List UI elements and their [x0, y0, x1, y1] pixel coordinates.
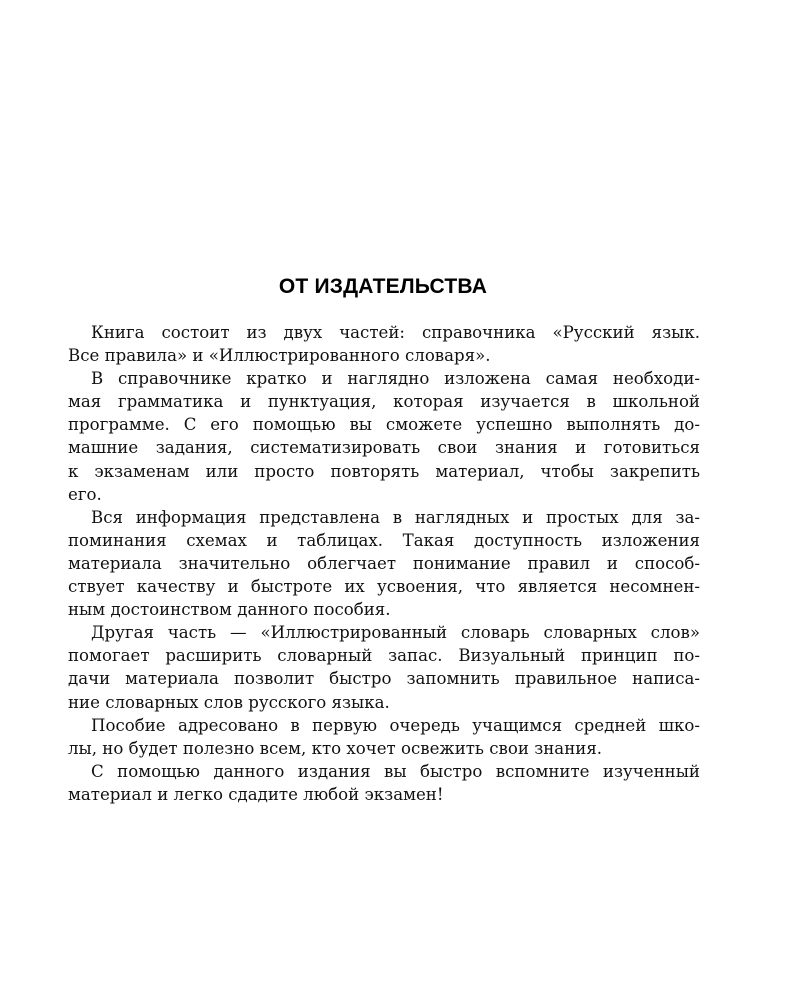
body-text — [68, 321, 700, 806]
text-line: материал и легко сдадите любой экзамен! — [68, 784, 444, 804]
text-line: Книга состоит из двух частей: справочника «Русский язык. — [91, 323, 700, 342]
text-line: С помощью данного издания вы быстро вспомните изученный — [91, 761, 700, 781]
text-line: помогает расширить словарный запас. Визуальный принцип по- — [68, 646, 700, 666]
text-line: Другая часть — «Иллюстрированный словарь словарных слов» — [91, 623, 700, 643]
text-line: ствует качеству и быстроте их усвоения, что является несомнен- — [68, 577, 700, 597]
text-line: Пособие адресовано в первую очередь учащимся средней шко- — [91, 715, 700, 735]
text-line: ным достоинством данного пособия. — [68, 600, 391, 620]
text-line: дачи материала позволит быстро запомнить правильное написа- — [68, 669, 700, 689]
page-title: ОТ ИЗДАТЕЛЬСТВА — [278, 275, 488, 298]
text-line: лы, но будет полезно всем, кто хочет освежить свои знания. — [68, 738, 603, 758]
text-line: машние задания, систематизировать свои знания и готовиться — [68, 438, 700, 458]
text-line: к экзаменам или просто повторять материал, чтобы закрепить — [68, 461, 700, 481]
text-line: программе. С его помощью вы сможете успешно выполнять до- — [68, 415, 700, 435]
text-line: поминания схемах и таблицах. Такая доступность изложения — [68, 530, 700, 550]
text-line: мая грамматика и пунктуация, которая изучается в школьной — [68, 392, 700, 412]
text-line: материала значительно облегчает понимание правил и способ- — [68, 553, 700, 573]
text-line: Вся информация представлена в наглядных и простых для за- — [91, 507, 700, 527]
text-line: ние словарных слов русского языка. — [68, 692, 390, 712]
text-line: его. — [68, 484, 102, 504]
text-line: Все правила» и «Иллюстрированного словаря». — [68, 346, 491, 366]
text-line: В справочнике кратко и наглядно изложена самая необходи- — [91, 369, 700, 389]
